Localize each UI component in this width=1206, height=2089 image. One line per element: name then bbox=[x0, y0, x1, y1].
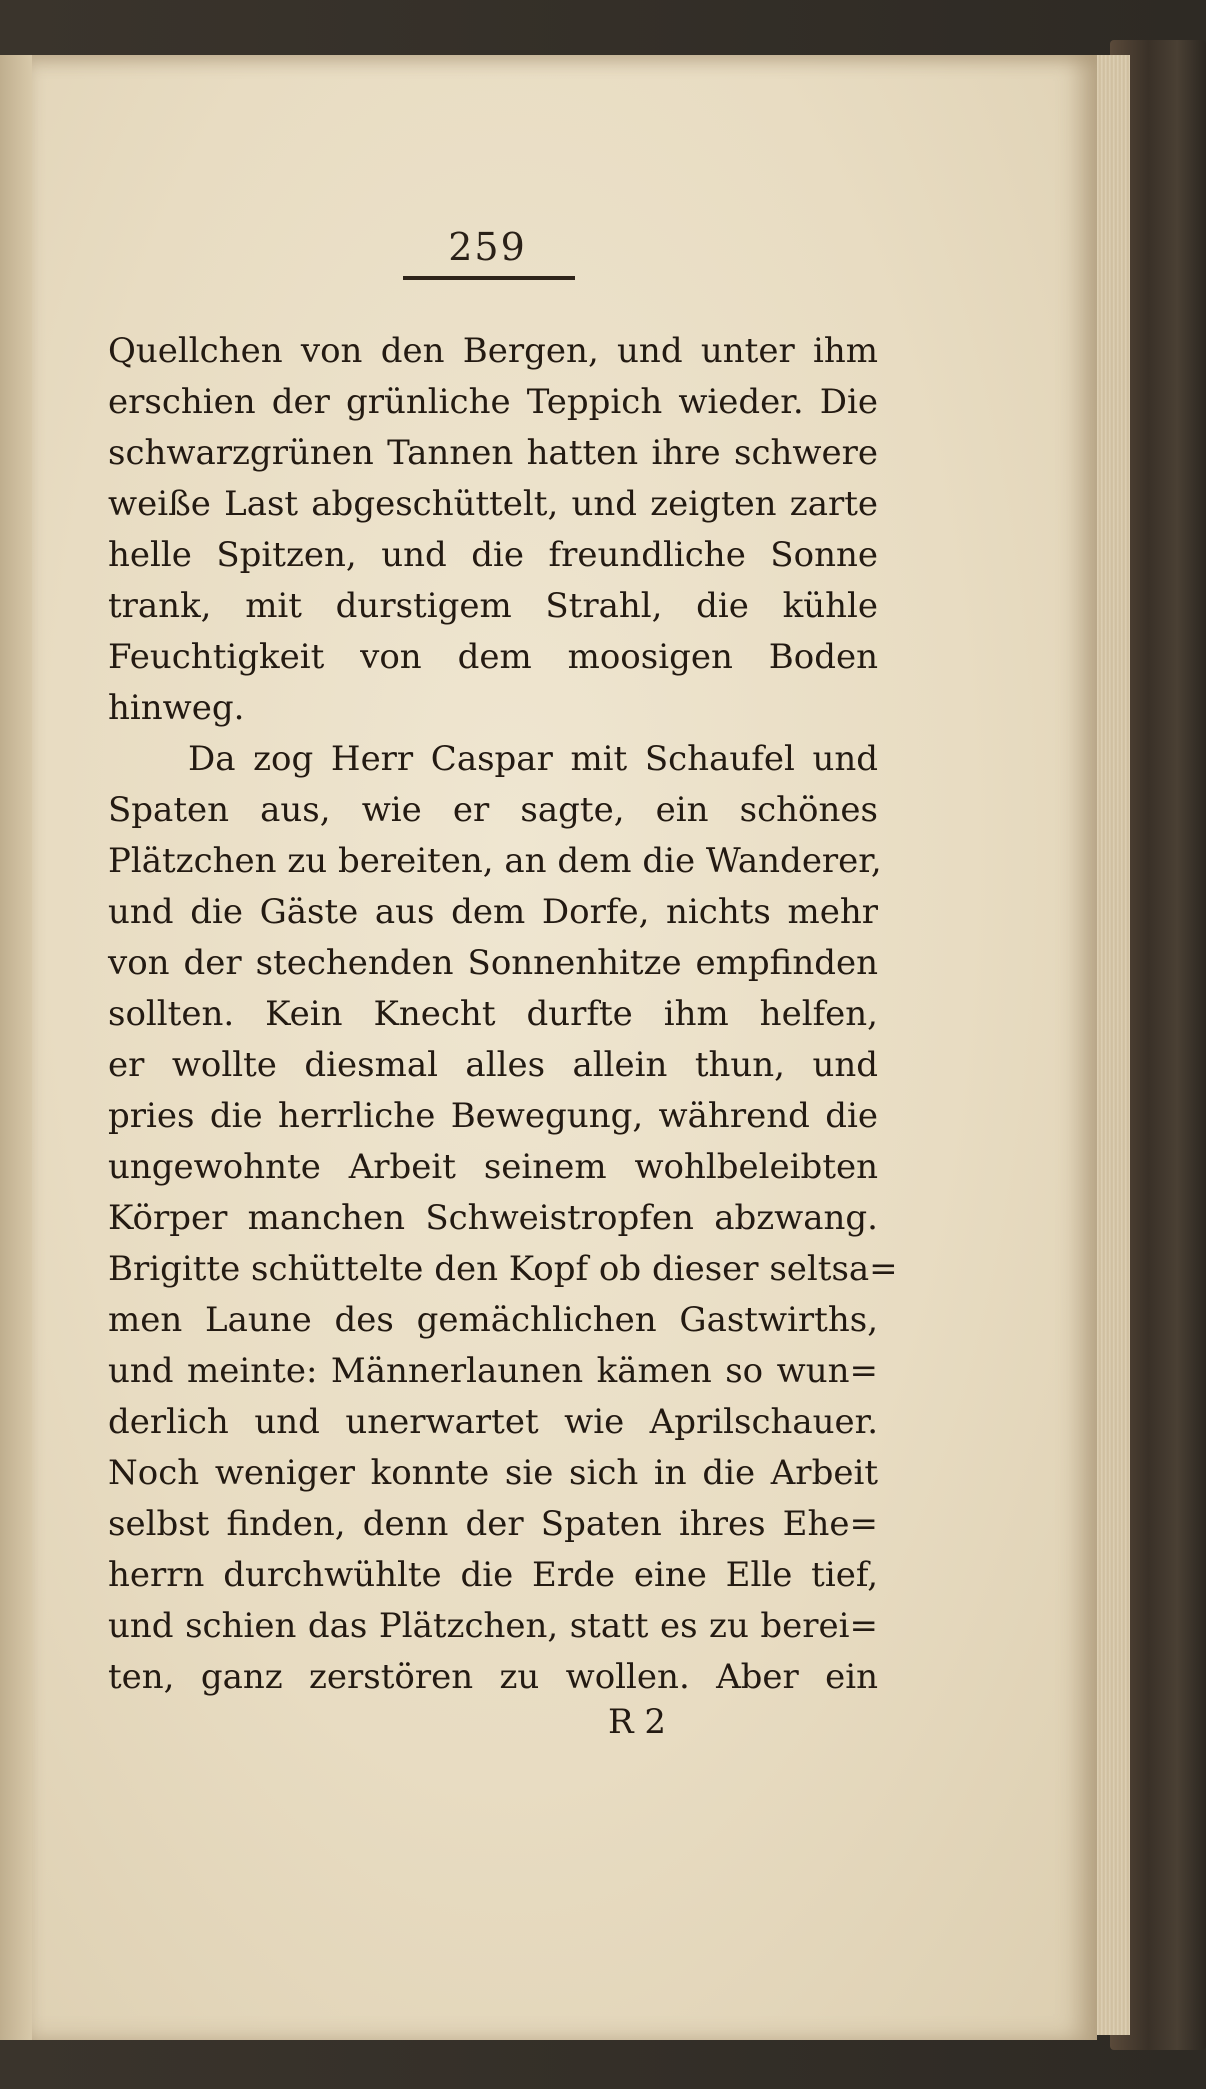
text-line: ungewohnte Arbeit seinem wohlbeleibten bbox=[108, 1147, 878, 1187]
text-line: und schien das Plätzchen, statt es zu berei= bbox=[108, 1606, 878, 1646]
text-line: sollten. Kein Knecht durfte ihm helfen, bbox=[108, 994, 878, 1034]
text-line: pries die herrliche Bewegung, während die bbox=[108, 1096, 878, 1136]
text-line: er wollte diesmal alles allein thun, und bbox=[108, 1045, 878, 1085]
text-line: Körper manchen Schweistropfen abzwang. bbox=[108, 1198, 878, 1238]
text-line: erschien der grünliche Teppich wieder. Die bbox=[108, 382, 878, 422]
header-rule bbox=[403, 276, 575, 280]
text-line: und meinte: Männerlaunen kämen so wun= bbox=[108, 1351, 878, 1391]
text-line: schwarzgrünen Tannen hatten ihre schwere bbox=[108, 433, 878, 473]
text-line: Brigitte schüttelte den Kopf ob dieser seltsa= bbox=[108, 1249, 898, 1289]
text-line: Plätzchen zu bereiten, an dem die Wanderer, bbox=[108, 841, 882, 881]
text-line: herrn durchwühlte die Erde eine Elle tief, bbox=[108, 1555, 878, 1595]
text-line: Quellchen von den Bergen, und unter ihm bbox=[108, 331, 878, 371]
text-line: Feuchtigkeit von dem moosigen Boden bbox=[108, 637, 878, 677]
text-line: Da zog Herr Caspar mit Schaufel und bbox=[188, 739, 878, 779]
text-line: hinweg. bbox=[108, 688, 245, 728]
text-line: Noch weniger konnte sie sich in die Arbeit bbox=[108, 1453, 878, 1493]
text-line: weiße Last abgeschüttelt, und zeigten zarte bbox=[108, 484, 878, 524]
text-line: trank, mit durstigem Strahl, die kühle bbox=[108, 586, 878, 626]
text-line: von der stechenden Sonnenhitze empfinden bbox=[108, 943, 878, 983]
signature-mark: R 2 bbox=[608, 1702, 667, 1742]
previous-page-edge bbox=[0, 55, 32, 2040]
text-line: helle Spitzen, und die freundliche Sonne bbox=[108, 535, 878, 575]
page-number: 259 bbox=[448, 225, 527, 269]
text-line: derlich und unerwartet wie Aprilschauer. bbox=[108, 1402, 878, 1442]
text-line: selbst finden, denn der Spaten ihres Ehe= bbox=[108, 1504, 878, 1544]
text-line: men Laune des gemächlichen Gastwirths, bbox=[108, 1300, 878, 1340]
text-line: ten, ganz zerstören zu wollen. Aber ein bbox=[108, 1657, 878, 1697]
body-text bbox=[108, 326, 898, 1703]
text-line: Spaten aus, wie er sagte, ein schönes bbox=[108, 790, 878, 830]
text-line: und die Gäste aus dem Dorfe, nichts mehr bbox=[108, 892, 878, 932]
